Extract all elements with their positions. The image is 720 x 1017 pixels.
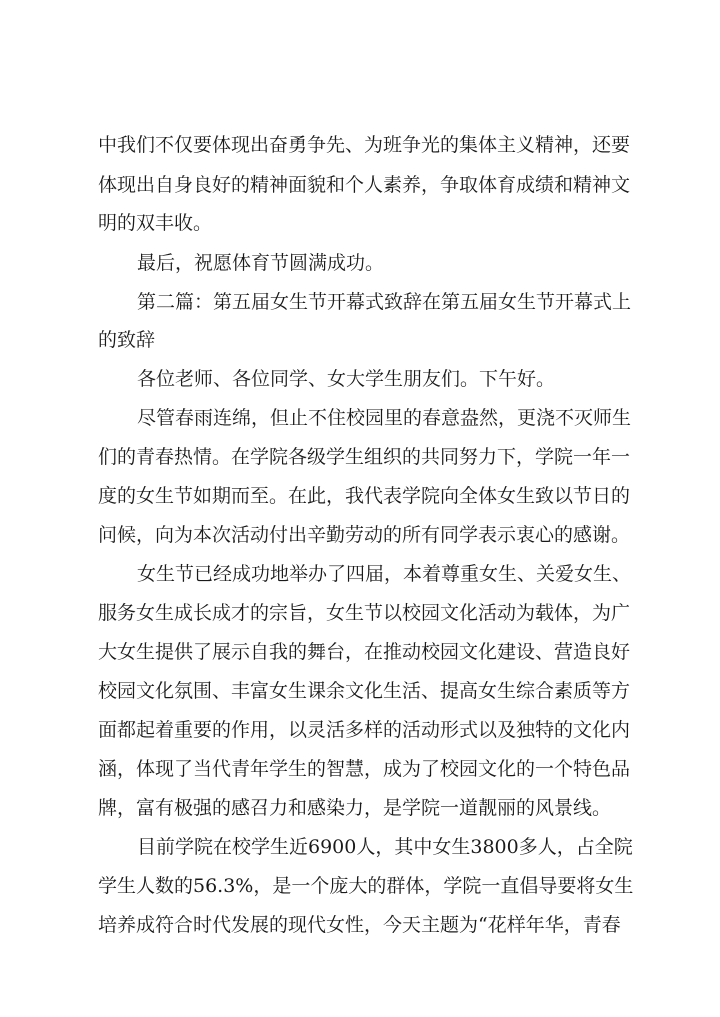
text-line: 的致辞 [98,329,156,351]
text-line: 培养成符合时代发展的现代女性，今天主题为“花样年华，青春 [98,914,621,936]
text-line: 校园文化氛围、丰富女生课余文化生活、提高女生综合素质等方 [98,680,631,702]
text-line: 学生人数的56.3%，是一个庞大的群体，学院一直倡导要将女生 [98,875,634,897]
text-line: 目前学院在校学生近6900人，其中女生3800多人，占全院 [137,836,633,858]
text-line: 第二篇：第五届女生节开幕式致辞在第五届女生节开幕式上 [137,291,632,313]
text-line: 最后，祝愿体育节圆满成功。 [137,252,385,274]
text-line: 度的女生节如期而至。在此，我代表学院向全体女生致以节日的 [98,485,631,507]
text-line: 们的青春热情。在学院各级学生组织的共同努力下，学院一年一 [98,446,631,468]
text-line: 女生节已经成功地举办了四届，本着尊重女生、关爱女生、 [137,563,632,585]
text-line: 面都起着重要的作用，以灵活多样的活动形式以及独特的文化内 [98,719,631,741]
text-line: 涵，体现了当代青年学生的智慧，成为了校园文化的一个特色品 [98,758,631,780]
text-line: 问候，向为本次活动付出辛勤劳动的所有同学表示衷心的感谢。 [98,524,631,546]
text-line: 明的双丰收。 [98,212,213,234]
text-line: 各位老师、各位同学、女大学生朋友们。下午好。 [137,368,556,390]
text-line: 体现出自身良好的精神面貌和个人素养，争取体育成绩和精神文 [98,174,631,196]
text-line: 中我们不仅要体现出奋勇争先、为班争光的集体主义精神，还要 [98,134,631,156]
text-line: 大女生提供了展示自我的舞台，在推动校园文化建设、营造良好 [98,641,631,663]
text-line: 牌，富有极强的感召力和感染力，是学院一道靓丽的风景线。 [98,797,612,819]
text-line: 服务女生成长成才的宗旨，女生节以校园文化活动为载体，为广 [98,602,631,624]
text-line: 尽管春雨连绵，但止不住校园里的春意盎然，更浇不灭师生 [137,407,632,429]
